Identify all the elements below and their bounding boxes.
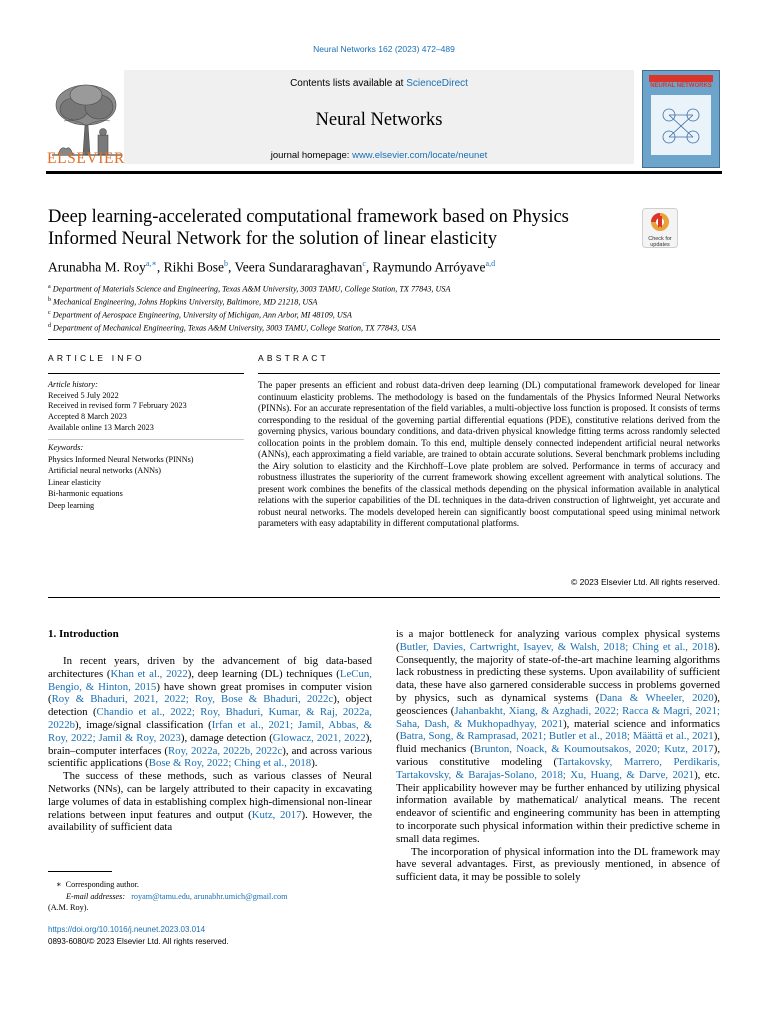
- contents-line: Contents lists available at ScienceDirect: [290, 78, 468, 89]
- keywords-label: Keywords:: [48, 443, 84, 452]
- paragraph-text: ), material science and informatics (: [396, 717, 720, 743]
- article-title: Deep learning-accelerated computational framework based on Physics Informed Neural Network for the solution of linear elasticity: [48, 207, 569, 249]
- paragraph-text: ), fluid mechanics (: [396, 730, 720, 756]
- footnote-rule: [48, 871, 112, 872]
- divider: [48, 373, 244, 374]
- footnote: ∗ Corresponding author. E-mail addresses: royam@tamu.edu, arunabhr.umich@gmail.com (A.M. Roy).: [48, 880, 288, 912]
- citation-link[interactable]: Glowacz, 2021, 2022: [272, 731, 366, 744]
- affiliation: $^c$ Department of Aerospace Engineering, University of Michigan, Ann Arbor, MI 48109, USA: [48, 310, 352, 320]
- divider: [258, 373, 720, 374]
- sciencedirect-link[interactable]: ScienceDirect: [406, 78, 468, 89]
- citation-link[interactable]: LeCun, Bengio, & Hinton, 2015: [48, 667, 372, 693]
- paragraph: [396, 846, 720, 884]
- paragraph-text: ).: [311, 757, 321, 770]
- paragraph-text: is a major bottleneck for analyzing various complex physical systems (: [396, 628, 720, 653]
- paragraph: [396, 628, 720, 846]
- body-column-right: [396, 628, 720, 884]
- citation-link[interactable]: Dana & Wheeler, 2020: [599, 691, 714, 704]
- issn-line: 0893-6080/© 2023 Elsevier Ltd. All rights reserved.: [48, 937, 229, 946]
- homepage-link[interactable]: www.elsevier.com/locate/neunet: [352, 150, 488, 161]
- author-list: Arunabha M. Roy$^{a,∗}$, Rikhi Bose$^b$, Veera Sundararaghavan$^c$, Raymundo Arróyave$^{a,d}$: [48, 259, 496, 275]
- citation-link[interactable]: Batra, Song, & Ramprasad, 2021; Butler et al., 2018; Määttä et al., 2021: [399, 730, 714, 743]
- citation-link[interactable]: Jahanbakht, Xiang, & Azghadi, 2022; Racca & Magri, 2021; Saha, Dash, & Mukhopadhyay, 2021: [396, 704, 720, 730]
- keyword: Deep learning: [48, 500, 95, 510]
- divider: [48, 439, 244, 440]
- citation-link[interactable]: Chandio et al., 2022; Roy, Bhaduri, Kumar, & Raj, 2022a, 2022b: [48, 706, 372, 731]
- paragraph-text: ), object detection (: [48, 693, 373, 719]
- paragraph-text: The success of these methods, such as various classes of Neural Networks (NNs), can be largely attributed to their capacity in excavating large volumes of data in establishing complex high-dimensional non-linear relations between input features and output (: [48, 770, 372, 821]
- paragraph-text: ), damage detection (: [180, 731, 273, 744]
- citation-link[interactable]: Irfan et al., 2021; Jamil, Abbas, & Roy, 2022; Jamil & Roy, 2023: [48, 718, 373, 744]
- author-name[interactable]: Raymundo Arróyave: [372, 259, 486, 275]
- paragraph-text: ). Consequently, the majority of state-of-the-art machine learning algorithms lack robustness in predicting these systems. Upon availability of sufficient data, these have also garnered considerable success in problems governed by physics, such as dynamical systems (: [396, 640, 720, 704]
- divider: [48, 339, 720, 340]
- paragraph-text: ) have shown great promises in computer vision (: [48, 680, 372, 706]
- keyword: Physics Informed Neural Networks (PINNs): [48, 454, 194, 464]
- history-label: Article history:: [48, 380, 98, 389]
- author-name[interactable]: Veera Sundararaghavan: [234, 259, 363, 275]
- citation-link[interactable]: Brunton, Noack, & Koumoutsakos, 2020; Kutz, 2017: [473, 743, 714, 756]
- section-heading: 1. Introduction: [48, 628, 119, 640]
- doi-link[interactable]: https://doi.org/10.1016/j.neunet.2023.03.014: [48, 925, 206, 934]
- keyword: Bi-harmonic equations: [48, 489, 123, 498]
- keyword: Artificial neural networks (ANNs): [48, 466, 161, 475]
- history-item: Available online 13 March 2023: [48, 422, 154, 432]
- citation-link[interactable]: Roy & Bhaduri, 2021, 2022; Roy, Bose & Bhaduri, 2022c: [51, 693, 334, 706]
- paragraph-text: ), image/signal classification (: [75, 718, 212, 731]
- cover-title: NEURAL NETWORKS: [650, 83, 712, 89]
- paragraph: [48, 770, 372, 834]
- keyword: Linear elasticity: [48, 477, 101, 487]
- author-name[interactable]: Arunabha M. Roy: [48, 259, 146, 275]
- citation-link[interactable]: Bose & Roy, 2022; Ching et al., 2018: [148, 757, 312, 770]
- journal-cover-thumbnail[interactable]: [642, 70, 720, 168]
- journal-name: Neural Networks: [315, 110, 443, 130]
- corresponding-author-note: Corresponding author.: [65, 880, 139, 889]
- author-name[interactable]: Rikhi Bose: [163, 259, 225, 275]
- paragraph-text: ), brain–computer interfaces (: [48, 731, 372, 757]
- journal-homepage: journal homepage: www.elsevier.com/locate/neunet: [270, 150, 488, 161]
- check-for-updates-label: Check for updates: [648, 236, 672, 248]
- history-item: Received in revised form 7 February 2023: [48, 401, 187, 411]
- citation-link[interactable]: Roy, 2022a, 2022b, 2022c: [167, 744, 283, 757]
- paragraph-text: ), deep learning (DL) techniques (: [187, 667, 340, 680]
- affiliation: $^a$ Department of Materials Science and Engineering, Texas A&M University, 3003 TAMU, College Station, TX 77843, USA: [48, 284, 451, 294]
- cover-network-graphic: [651, 95, 711, 155]
- paragraph-text: ). However, the availability of sufficient data: [48, 808, 373, 834]
- citation-link[interactable]: Butler, Davies, Cartwright, Isayev, & Walsh, 2018; Ching et al., 2018: [399, 640, 714, 653]
- elsevier-wordmark: ELSEVIER: [47, 150, 125, 167]
- header-rule: [46, 171, 722, 174]
- paragraph-text: ), geosciences (: [396, 691, 720, 717]
- abstract-text: The paper presents an efficient and robust data-driven deep learning (DL) computational framework developed for linear continuum elasticity problems. The methodology is based on the fundamentals of the Physics Informed Neural Networks (PINNs). For an accurate representation of the field variables, a multi-objective loss function is proposed. It consists of terms corresponding to the residual of the governing partial differential equations (PDE), constitutive relations derived from the governing physics, various boundary conditions, and data-driven physical knowledge fitting terms across randomly selected collocation points in the problem domain. To this end, multiple densely connected independent artificial neural networks (ANNs), each approximating a field variable, are trained to obtain accurate solutions. Several benchmark problems including the Airy solution to elasticity and the Kirchhoff–Love plate problem are solved. Performance in terms of accuracy and robustness illustrates the superiority of the current framework showing excellent agreement with analytical solutions. The present work combines the benefits of the classical methods depending on the physical information available in analytical relations with the superior capabilities of the DL techniques in the data-driven construction of lightweight, yet accurate and robust neural networks. The models developed herein can significantly boost computational speed using minimal network parameters with easy adaptability in different computational platforms.: [258, 380, 720, 528]
- journal-citation[interactable]: Neural Networks 162 (2023) 472–489: [313, 44, 455, 54]
- history-item: Received 5 July 2022: [48, 390, 119, 400]
- paragraph-text: The incorporation of physical information into the DL framework may have several advantages. First, as previously mentioned, in absence of sufficient data, it may be possible to solely: [396, 845, 720, 884]
- citation-link[interactable]: Kutz, 2017: [251, 808, 302, 821]
- paragraph-text: In recent years, driven by the advancement of big data-based architectures (: [48, 655, 372, 680]
- history-item: Accepted 8 March 2023: [48, 412, 127, 422]
- divider: [48, 597, 720, 598]
- citation-link[interactable]: Khan et al., 2022: [110, 667, 188, 680]
- keywords: [48, 442, 244, 511]
- paragraph-text: ), etc. Their applicability however may be further enhanced by utilizing physical information available by mathematical/ analytical means. The recent endeavor of scientific and engineering community has been in attempting to incorporate such physical information within their predictive scheme in small data regimes.: [396, 768, 721, 845]
- affiliations: [48, 282, 708, 334]
- body-column-left: [48, 655, 372, 834]
- affiliation: $^b$ Mechanical Engineering, Johns Hopkins University, Baltimore, MD 21218, USA: [48, 297, 318, 307]
- doi-block: [48, 924, 229, 948]
- article-info-heading: ARTICLE INFO: [48, 353, 145, 363]
- abstract-heading: ABSTRACT: [258, 353, 329, 363]
- paragraph-text: ), and across various scientific applications (: [48, 744, 372, 770]
- article-history: [48, 380, 244, 434]
- affiliation: $^d$ Department of Mechanical Engineering, Texas A&M University, 3003 TAMU, College Station, TX 77843, USA: [48, 323, 417, 333]
- copyright-notice: © 2023 Elsevier Ltd. All rights reserved.: [571, 577, 720, 587]
- citation-link[interactable]: Tartakovsky, Marrero, Perdikaris, Tartakovsky, & Barajas-Solano, 2018; Xu, Huang, & Darve, 2021: [396, 755, 720, 781]
- paragraph: [48, 655, 372, 770]
- email-links[interactable]: royam@tamu.edu, arunabhr.umich@gmail.com: [131, 891, 288, 901]
- paragraph-text: ), various constitutive modeling (: [396, 743, 721, 768]
